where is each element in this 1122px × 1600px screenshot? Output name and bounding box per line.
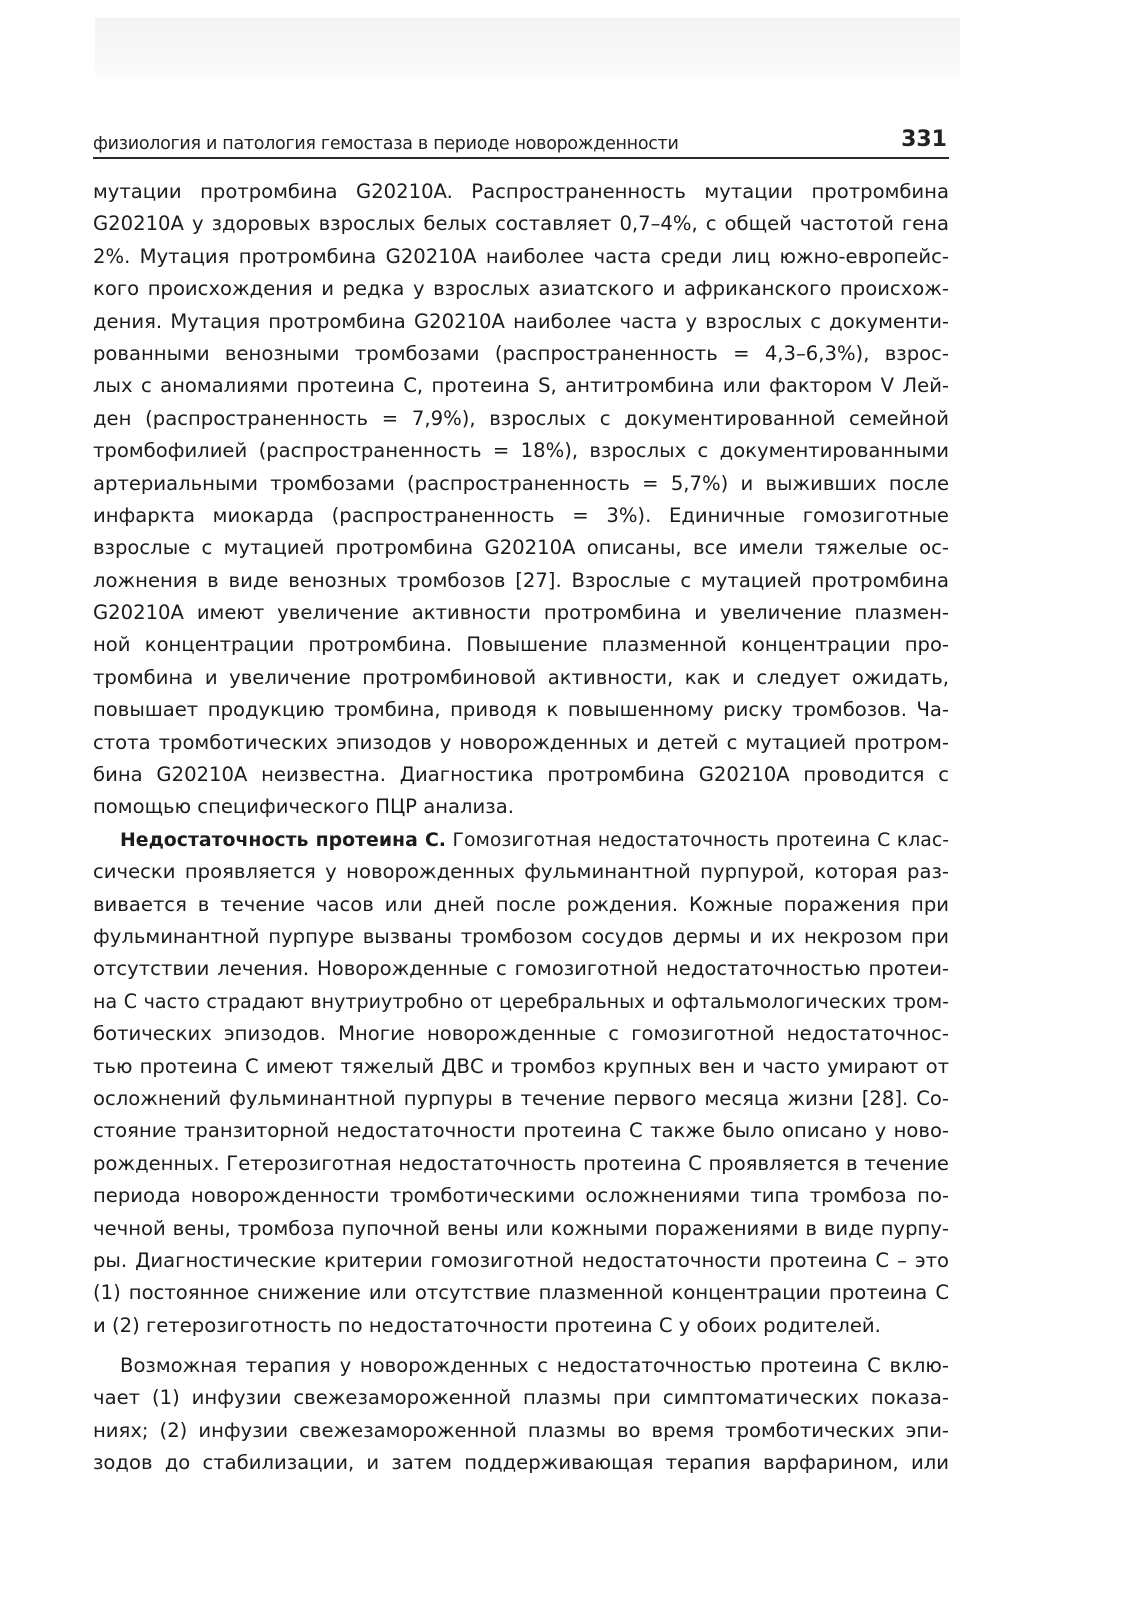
text-line: зодов до стабилизации, и затем поддерживающая терапия варфарином, или [93,1451,949,1475]
header-rule [93,157,949,159]
text-line: помощью специфического ПЦР анализа. [93,795,514,819]
text-line: G20210A имеют увеличение активности протромбина и увеличение плазмен- [93,601,949,625]
text-line: стота тромботических эпизодов у новорожденных и детей с мутацией протром- [93,730,949,754]
text-line: бина G20210A неизвестна. Диагностика протромбина G20210A проводится с [93,763,949,787]
text-line: лых с аномалиями протеина С, протеина S, антитромбина или фактором V Лей- [93,374,949,398]
text-line: сически проявляется у новорожденных фульминантной пурпурой, которая раз- [93,860,949,884]
text-line: ден (распространенность = 7,9%), взрослых с документированной семейной [93,406,949,430]
text-line: ложнения в виде венозных тромбозов [27]. Взрослые с мутацией протромбина [93,568,949,592]
text-line: (1) постоянное снижение или отсутствие плазменной концентрации протеина С [93,1281,949,1305]
text-line: ной концентрации протромбина. Повышение плазменной концентрации про- [93,633,949,657]
text-line: рожденных. Гетерозиготная недостаточность протеина С проявляется в течение [93,1151,949,1175]
section-lead-heading: Недостаточность протеина С. [120,828,446,851]
text-line: инфаркта миокарда (распространенность = 3%). Единичные гомозиготные [93,503,949,527]
scan-shadow [95,18,960,78]
page-number: 331 [901,127,947,152]
text-line: мутации протромбина G20210A. Распространенность мутации протромбина [93,180,949,203]
text-line: повышает продукцию тромбина, приводя к повышенному риску тромбозов. Ча- [93,698,949,722]
text-line: ботических эпизодов. Многие новорожденные с гомозиготной недостаточнос- [93,1022,949,1046]
text-line: 2%. Мутация протромбина G20210A наиболее часта среди лиц южно-европейс- [93,244,949,268]
text-line: фульминантной пурпуре вызваны тромбозом сосудов дермы и их некрозом при [93,924,949,948]
paragraph-protein-c-deficiency [93,824,949,1342]
paragraph-prothrombin [93,176,949,824]
text-line: вивается в течение часов или дней после рождения. Кожные поражения при [93,892,949,916]
text-line: и (2) гетерозиготность по недостаточности протеина С у обоих родителей. [93,1313,881,1337]
text-line: осложнений фульминантной пурпуры в течение первого месяца жизни [28]. Со- [93,1086,949,1110]
text-line: взрослые с мутацией протромбина G20210A описаны, все имели тяжелые ос- [93,536,949,560]
text-line: чечной вены, тромбоза пупочной вены или кожными поражениями в виде пурпу- [93,1216,949,1240]
body-text [93,176,949,1480]
text-line: тью протеина С имеют тяжелый ДВС и тромбоз крупных вен и часто умирают от [93,1054,949,1078]
text-line: тромбина и увеличение протромбиновой активности, как и следует ожидать, [93,665,949,689]
text-line: ниях; (2) инфузии свежезамороженной плазмы во время тромботических эпи- [93,1418,949,1442]
text-line: отсутствии лечения. Новорожденные с гомозиготной недостаточностью протеи- [93,957,949,981]
text-line: стояние транзиторной недостаточности протеина С также было описано у ново- [93,1119,949,1143]
text-line: Возможная терапия у новорожденных с недостаточностью протеина С вклю- [120,1354,949,1378]
text-line: тромбофилией (распространенность = 18%), взрослых с документированными [93,439,949,463]
text-line: ры. Диагностические критерии гомозиготной недостаточности протеина С – это [93,1248,949,1272]
running-header [93,123,949,159]
text-line: G20210A у здоровых взрослых белых составляет 0,7–4%, с общей частотой гена [93,212,949,236]
text-line: кого происхождения и редка у взрослых азиатского и африканского происхож- [93,277,949,301]
text-line: рованными венозными тромбозами (распространенность = 4,3–6,3%), взрос- [93,341,949,365]
paragraph-therapy [93,1350,949,1480]
text-line: на С часто страдают внутриутробно от церебральных и офтальмологических тром- [93,990,949,1013]
text-line: артериальными тромбозами (распространенность = 5,7%) и выживших после [93,471,949,495]
text-line: дения. Мутация протромбина G20210A наиболее часта у взрослых с документи- [93,309,949,333]
text-line: чает (1) инфузии свежезамороженной плазмы при симптоматических показа- [93,1386,949,1410]
text-line-rest: Гомозиготная недостаточность протеина С клас- [445,828,949,851]
text-line: периода новорожденности тромботическими осложнениями типа тромбоза по- [93,1184,949,1208]
running-title: физиология и патология гемостаза в периоде новорожденности [93,134,679,154]
text-line-first [93,824,949,856]
